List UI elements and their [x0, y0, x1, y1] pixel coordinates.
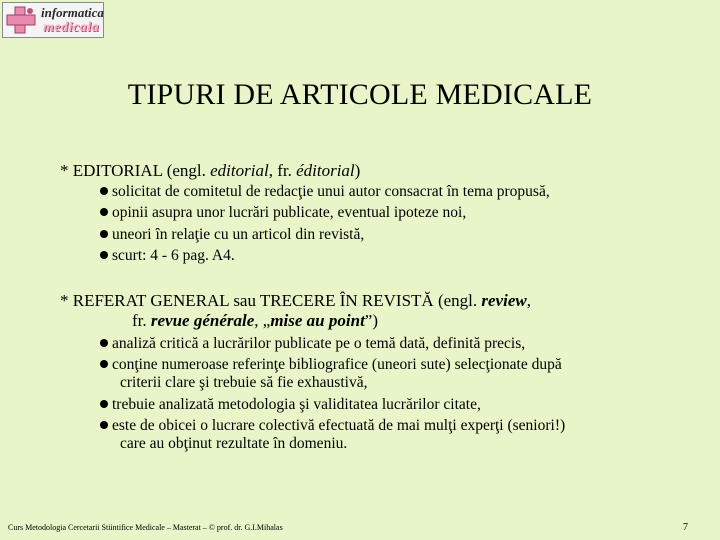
list-item	[100, 202, 466, 223]
term-editorial-en: editorial	[210, 161, 269, 180]
heading-fr: fr.	[132, 311, 151, 330]
term-editorial-fr: éditorial	[296, 161, 355, 180]
bullet-icon	[100, 400, 108, 408]
heading-comma: ,	[526, 291, 531, 310]
bullet-icon	[100, 208, 108, 216]
section-editorial-heading	[60, 160, 360, 181]
page-number: 7	[683, 522, 688, 533]
logo-text-line1: informatica	[41, 5, 104, 20]
list-item-text: este de obicei o lucrare colectivă efectuată de mai mulţi experţi (seniori!)	[112, 417, 566, 434]
footer-text: Curs Metodologia Cercetarii Stiintifice Medicale – Masterat – © prof. dr. G.I.Mihalas	[8, 523, 283, 532]
list-item-continuation: care au obţinut rezultate în domeniu.	[120, 435, 348, 452]
logo	[2, 2, 104, 38]
heading-prefix: *	[60, 291, 73, 310]
heading-engl: (engl.	[433, 291, 482, 310]
bullet-icon	[100, 187, 108, 195]
heading-mid: , „	[254, 311, 271, 330]
section-review-heading	[60, 290, 531, 311]
heading-sau: sau	[229, 291, 260, 310]
list-item-text: uneori în relaţie cu un articol din revistă,	[112, 226, 365, 243]
list-item-text: conţine numeroase referinţe bibliografice (uneori sute) selecţionate după	[112, 356, 562, 373]
bullet-icon	[100, 360, 108, 368]
bullet-icon	[100, 230, 108, 238]
list-item	[100, 394, 481, 415]
term-review: review	[481, 291, 527, 310]
heading-prefix: * EDITORIAL (engl.	[60, 161, 211, 180]
list-item-text: scurt: 4 - 6 pag. A4.	[112, 247, 235, 264]
section-review-heading-line2	[132, 310, 378, 331]
heading-suffix: ”)	[364, 311, 379, 330]
list-item-continuation: criterii clare şi trebuie să fie exhaustivă,	[120, 374, 368, 391]
list-item	[100, 224, 364, 245]
medical-cross-icon	[5, 6, 39, 34]
term-revue-generale: revue générale	[150, 311, 255, 330]
logo-text-line2: medicala	[43, 20, 100, 35]
list-item	[100, 181, 550, 202]
heading-suffix: )	[354, 161, 361, 180]
bullet-icon	[100, 251, 108, 259]
term-trecere-in-revista: TRECERE ÎN REVISTĂ	[259, 291, 434, 310]
heading-mid: , fr.	[268, 161, 297, 180]
list-item	[100, 245, 235, 266]
bullet-icon	[100, 421, 108, 429]
bullet-icon	[100, 339, 108, 347]
term-referat-general: REFERAT GENERAL	[72, 291, 230, 310]
list-item-text: solicitat de comitetul de redacţie unui autor consacrat în tema propusă,	[112, 183, 550, 200]
list-item-text: opinii asupra unor lucrări publicate, eventual ipoteze noi,	[112, 204, 467, 221]
list-item-text: analiză critică a lucrărilor publicate pe o temă dată, definită precis,	[112, 335, 526, 352]
page-title: TIPURI DE ARTICOLE MEDICALE	[127, 78, 593, 111]
list-item-text: trebuie analizată metodologia şi validitatea lucrărilor citate,	[112, 396, 481, 413]
list-item	[100, 333, 525, 354]
term-mise-au-point: mise au point	[270, 311, 365, 330]
